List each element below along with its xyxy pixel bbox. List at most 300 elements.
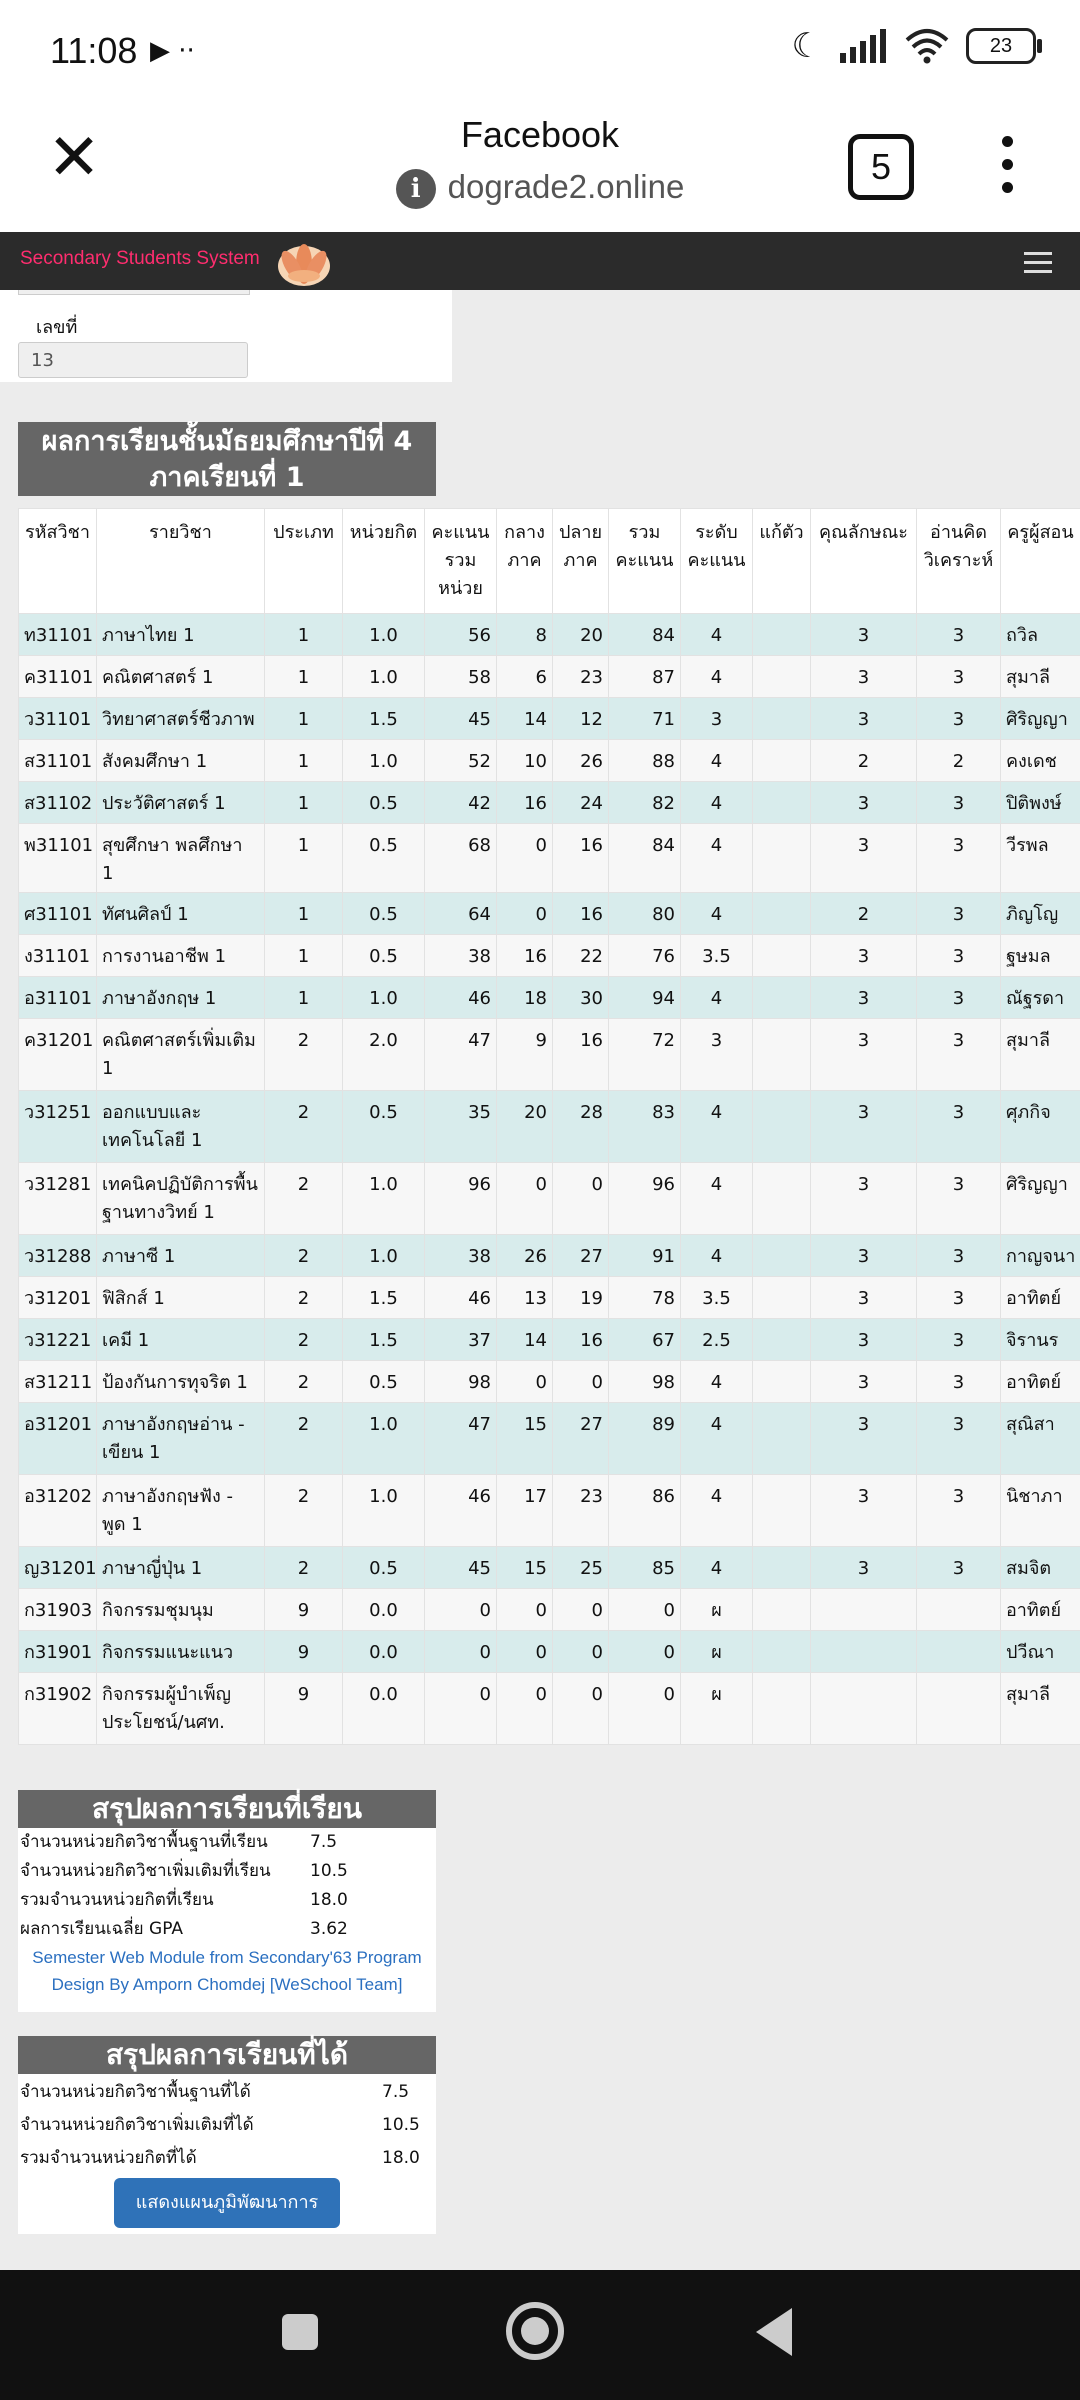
column-header: แก้ตัว: [753, 509, 811, 614]
reading-score-cell: 3: [917, 977, 1001, 1019]
attribute-score-cell: 3: [811, 782, 917, 824]
back-icon[interactable]: [756, 2308, 792, 2356]
teacher-cell: ศิริญญา: [1001, 1163, 1080, 1235]
attribute-score-cell: 3: [811, 1277, 917, 1319]
table-row: [19, 656, 1080, 698]
credits-cell: 0.5: [343, 1361, 425, 1403]
final-score-cell: 28: [553, 1091, 609, 1163]
course-type-cell: 1: [265, 698, 343, 740]
table-row: [19, 1319, 1080, 1361]
tab-count-button[interactable]: 5: [848, 134, 914, 200]
number-field[interactable]: 13: [18, 342, 248, 378]
final-score-cell: 0: [553, 1589, 609, 1631]
course-type-cell: 2: [265, 1547, 343, 1589]
attribute-score-cell: 3: [811, 977, 917, 1019]
reading-score-cell: 3: [917, 1403, 1001, 1475]
grade-cell: 4: [681, 1475, 753, 1547]
teacher-cell: อาทิตย์: [1001, 1277, 1080, 1319]
midterm-score-cell: 0: [497, 1589, 553, 1631]
retake-cell: [753, 740, 811, 782]
total-score-cell: 52: [425, 740, 497, 782]
table-row: [19, 977, 1080, 1019]
teacher-cell: สุมาลี: [1001, 1673, 1080, 1745]
course-code-cell: ว31201: [19, 1277, 97, 1319]
course-code-cell: ศ31101: [19, 893, 97, 935]
summary-label: จำนวนหน่วยกิตวิชาพื้นฐานที่เรียน: [20, 1832, 268, 1852]
retake-cell: [753, 1235, 811, 1277]
sum-score-cell: 83: [609, 1091, 681, 1163]
attribute-score-cell: 3: [811, 1235, 917, 1277]
credit-line[interactable]: Semester Web Module from Secondary'63 Program: [32, 1948, 422, 1967]
summary-value: 18.0: [310, 1890, 348, 1910]
course-code-cell: ก31902: [19, 1673, 97, 1745]
table-row: [19, 1163, 1080, 1235]
final-score-cell: 23: [553, 656, 609, 698]
total-score-cell: 0: [425, 1589, 497, 1631]
course-type-cell: 9: [265, 1631, 343, 1673]
table-row: [19, 1589, 1080, 1631]
attribute-score-cell: 2: [811, 893, 917, 935]
course-type-cell: 1: [265, 656, 343, 698]
show-progress-chart-button[interactable]: แสดงแผนภูมิพัฒนาการ: [114, 2178, 340, 2228]
column-header: ระดับคะแนน: [681, 509, 753, 614]
summary-value: 18.0: [382, 2148, 420, 2168]
retake-cell: [753, 1631, 811, 1673]
course-code-cell: ว31101: [19, 698, 97, 740]
table-row: [19, 893, 1080, 935]
summary-value: 10.5: [382, 2115, 420, 2135]
sum-score-cell: 72: [609, 1019, 681, 1091]
summary-row: [18, 2111, 436, 2140]
attribute-score-cell: [811, 1631, 917, 1673]
midterm-score-cell: 0: [497, 893, 553, 935]
status-notification-icons: ▶ ··: [150, 36, 195, 66]
total-score-cell: 96: [425, 1163, 497, 1235]
course-code-cell: อ31201: [19, 1403, 97, 1475]
retake-cell: [753, 1163, 811, 1235]
total-score-cell: 98: [425, 1361, 497, 1403]
credits-cell: 0.5: [343, 782, 425, 824]
total-score-cell: 56: [425, 614, 497, 656]
reading-score-cell: 3: [917, 698, 1001, 740]
course-name-cell: คณิตศาสตร์เพิ่มเติม 1: [97, 1019, 265, 1091]
browser-title: Facebook: [460, 114, 620, 155]
course-code-cell: ว31251: [19, 1091, 97, 1163]
sum-score-cell: 80: [609, 893, 681, 935]
total-score-cell: 0: [425, 1673, 497, 1745]
column-header: รหัสวิชา: [19, 509, 97, 614]
total-score-cell: 46: [425, 1277, 497, 1319]
midterm-score-cell: 16: [497, 782, 553, 824]
course-code-cell: ท31101: [19, 614, 97, 656]
sum-score-cell: 85: [609, 1547, 681, 1589]
column-header: รวมคะแนน: [609, 509, 681, 614]
table-row: [19, 1235, 1080, 1277]
sum-score-cell: 89: [609, 1403, 681, 1475]
course-name-cell: คณิตศาสตร์ 1: [97, 656, 265, 698]
credits-cell: 1.5: [343, 1319, 425, 1361]
summary-earned-heading: สรุปผลการเรียนที่ได้: [18, 2036, 436, 2074]
retake-cell: [753, 1319, 811, 1361]
summary-label: จำนวนหน่วยกิตวิชาเพิ่มเติมที่เรียน: [20, 1861, 271, 1881]
course-type-cell: 2: [265, 1361, 343, 1403]
retake-cell: [753, 977, 811, 1019]
reading-score-cell: 3: [917, 614, 1001, 656]
course-name-cell: ภาษาอังกฤษฟัง - พูด 1: [97, 1475, 265, 1547]
course-name-cell: ประวัติศาสตร์ 1: [97, 782, 265, 824]
sum-score-cell: 76: [609, 935, 681, 977]
credits-cell: 1.0: [343, 977, 425, 1019]
retake-cell: [753, 698, 811, 740]
course-name-cell: ป้องกันการทุจริต 1: [97, 1361, 265, 1403]
course-code-cell: ค31101: [19, 656, 97, 698]
course-code-cell: พ31101: [19, 824, 97, 893]
midterm-score-cell: 17: [497, 1475, 553, 1547]
moon-icon: ☾: [791, 26, 822, 66]
course-type-cell: 2: [265, 1091, 343, 1163]
sum-score-cell: 0: [609, 1631, 681, 1673]
attribute-score-cell: 3: [811, 614, 917, 656]
table-row: [19, 1547, 1080, 1589]
teacher-cell: ศิริญญา: [1001, 698, 1080, 740]
total-score-cell: 35: [425, 1091, 497, 1163]
course-name-cell: วิทยาศาสตร์ชีวภาพ: [97, 698, 265, 740]
retake-cell: [753, 1277, 811, 1319]
attribute-score-cell: 3: [811, 1403, 917, 1475]
reading-score-cell: 3: [917, 824, 1001, 893]
status-bar: [0, 0, 1080, 104]
sum-score-cell: 78: [609, 1277, 681, 1319]
credits-cell: 0.5: [343, 1547, 425, 1589]
teacher-cell: ฐษมล: [1001, 935, 1080, 977]
course-code-cell: ว31288: [19, 1235, 97, 1277]
status-right-icons: [792, 26, 1036, 66]
summary-row: [18, 2078, 436, 2107]
summary-value: 7.5: [310, 1832, 338, 1852]
midterm-score-cell: 14: [497, 1319, 553, 1361]
final-score-cell: 19: [553, 1277, 609, 1319]
final-score-cell: 20: [553, 614, 609, 656]
course-name-cell: ฟิสิกส์ 1: [97, 1277, 265, 1319]
final-score-cell: 16: [553, 824, 609, 893]
teacher-cell: อาทิตย์: [1001, 1361, 1080, 1403]
grade-cell: 4: [681, 740, 753, 782]
course-code-cell: ว31221: [19, 1319, 97, 1361]
grade-cell: 4: [681, 656, 753, 698]
grade-cell: 4: [681, 1547, 753, 1589]
total-score-cell: 37: [425, 1319, 497, 1361]
retake-cell: [753, 1019, 811, 1091]
course-type-cell: 2: [265, 1163, 343, 1235]
retake-cell: [753, 1091, 811, 1163]
sum-score-cell: 0: [609, 1589, 681, 1631]
attribute-score-cell: 3: [811, 656, 917, 698]
course-code-cell: อ31101: [19, 977, 97, 1019]
final-score-cell: 0: [553, 1673, 609, 1745]
course-name-cell: กิจกรรมชุมนุม: [97, 1589, 265, 1631]
final-score-cell: 27: [553, 1403, 609, 1475]
credits-cell: 0.5: [343, 824, 425, 893]
summary-studied-heading: สรุปผลการเรียนที่เรียน: [18, 1790, 436, 1828]
final-score-cell: 0: [553, 1631, 609, 1673]
course-code-cell: ง31101: [19, 935, 97, 977]
final-score-cell: 12: [553, 698, 609, 740]
total-score-cell: 46: [425, 1475, 497, 1547]
battery-icon: 23: [966, 28, 1036, 64]
course-name-cell: ออกแบบและเทคโนโลยี 1: [97, 1091, 265, 1163]
grade-cell: 4: [681, 893, 753, 935]
attribute-score-cell: 3: [811, 1091, 917, 1163]
table-row: [19, 824, 1080, 893]
sum-score-cell: 84: [609, 824, 681, 893]
credits-cell: 0.5: [343, 935, 425, 977]
reading-score-cell: 3: [917, 1475, 1001, 1547]
midterm-score-cell: 14: [497, 698, 553, 740]
course-type-cell: 1: [265, 893, 343, 935]
course-name-cell: สังคมศึกษา 1: [97, 740, 265, 782]
grade-cell: 4: [681, 1163, 753, 1235]
reading-score-cell: 3: [917, 656, 1001, 698]
table-row: [19, 935, 1080, 977]
url-text: dograde2.online: [447, 168, 685, 205]
credits-cell: 0.0: [343, 1631, 425, 1673]
teacher-cell: ถวิล: [1001, 614, 1080, 656]
retake-cell: [753, 1361, 811, 1403]
midterm-score-cell: 18: [497, 977, 553, 1019]
final-score-cell: 27: [553, 1235, 609, 1277]
attribute-score-cell: 3: [811, 1163, 917, 1235]
results-heading: ผลการเรียนชั้นมัธยมศึกษาปีที่ 4 ภาคเรียนที่ 1: [18, 422, 436, 496]
total-score-cell: 38: [425, 1235, 497, 1277]
grade-cell: 4: [681, 1091, 753, 1163]
attribute-score-cell: 3: [811, 1319, 917, 1361]
reading-score-cell: 3: [917, 782, 1001, 824]
credits-cell: 1.5: [343, 698, 425, 740]
site-navbar: [0, 232, 1080, 290]
table-row: [19, 1361, 1080, 1403]
summary-row: [18, 1828, 436, 1857]
reading-score-cell: [917, 1589, 1001, 1631]
column-header: รายวิชา: [97, 509, 265, 614]
midterm-score-cell: 0: [497, 824, 553, 893]
attribute-score-cell: 3: [811, 1361, 917, 1403]
total-score-cell: 58: [425, 656, 497, 698]
course-code-cell: ส31211: [19, 1361, 97, 1403]
midterm-score-cell: 0: [497, 1673, 553, 1745]
final-score-cell: 0: [553, 1163, 609, 1235]
course-name-cell: ภาษาไทย 1: [97, 614, 265, 656]
course-type-cell: 1: [265, 782, 343, 824]
summary-label: จำนวนหน่วยกิตวิชาพื้นฐานที่ได้: [20, 2082, 251, 2102]
total-score-cell: 47: [425, 1403, 497, 1475]
reading-score-cell: 3: [917, 1235, 1001, 1277]
attribute-score-cell: [811, 1589, 917, 1631]
url-row[interactable]: [0, 168, 1080, 209]
reading-score-cell: 3: [917, 1277, 1001, 1319]
grade-cell: 2.5: [681, 1319, 753, 1361]
midterm-score-cell: 26: [497, 1235, 553, 1277]
column-header: ครูผู้สอน: [1001, 509, 1080, 614]
final-score-cell: 25: [553, 1547, 609, 1589]
table-row: [19, 698, 1080, 740]
menu-icon[interactable]: [1024, 252, 1052, 279]
attribute-score-cell: 3: [811, 1475, 917, 1547]
course-type-cell: 2: [265, 1235, 343, 1277]
reading-score-cell: 3: [917, 1361, 1001, 1403]
browser-toolbar: [0, 104, 1080, 232]
summary-studied-panel: [18, 1828, 436, 2012]
sum-score-cell: 67: [609, 1319, 681, 1361]
teacher-cell: สุมาลี: [1001, 1019, 1080, 1091]
total-score-cell: 45: [425, 1547, 497, 1589]
reading-score-cell: 3: [917, 1319, 1001, 1361]
teacher-cell: ศุภกิจ: [1001, 1091, 1080, 1163]
credits-cell: 1.0: [343, 656, 425, 698]
sum-score-cell: 91: [609, 1235, 681, 1277]
column-header: หน่วยกิต: [343, 509, 425, 614]
grade-cell: ผ: [681, 1631, 753, 1673]
midterm-score-cell: 15: [497, 1547, 553, 1589]
midterm-score-cell: 9: [497, 1019, 553, 1091]
total-score-cell: 42: [425, 782, 497, 824]
course-type-cell: 2: [265, 1019, 343, 1091]
midterm-score-cell: 13: [497, 1277, 553, 1319]
course-type-cell: 1: [265, 977, 343, 1019]
final-score-cell: 16: [553, 1319, 609, 1361]
retake-cell: [753, 1403, 811, 1475]
course-name-cell: ทัศนศิลป์ 1: [97, 893, 265, 935]
more-options-icon[interactable]: [1002, 136, 1016, 205]
attribute-score-cell: [811, 1673, 917, 1745]
midterm-score-cell: 10: [497, 740, 553, 782]
summary-row: [18, 1915, 436, 1944]
column-header: คุณลักษณะ: [811, 509, 917, 614]
summary-row: [18, 2144, 436, 2173]
sum-score-cell: 88: [609, 740, 681, 782]
course-name-cell: กิจกรรมแนะแนว: [97, 1631, 265, 1673]
table-row: [19, 1673, 1080, 1745]
column-header: กลางภาค: [497, 509, 553, 614]
site-brand[interactable]: Secondary Students System: [20, 248, 260, 269]
total-score-cell: 45: [425, 698, 497, 740]
midterm-score-cell: 16: [497, 935, 553, 977]
retake-cell: [753, 1475, 811, 1547]
grade-cell: 3: [681, 1019, 753, 1091]
final-score-cell: 24: [553, 782, 609, 824]
teacher-cell: ปิติพงษ์: [1001, 782, 1080, 824]
retake-cell: [753, 824, 811, 893]
attribute-score-cell: 2: [811, 740, 917, 782]
status-time: 11:08: [50, 30, 138, 71]
reading-score-cell: 3: [917, 1163, 1001, 1235]
course-type-cell: 9: [265, 1589, 343, 1631]
course-code-cell: ว31281: [19, 1163, 97, 1235]
student-form: [0, 290, 452, 382]
course-code-cell: ญ31201: [19, 1547, 97, 1589]
reading-score-cell: [917, 1631, 1001, 1673]
sum-score-cell: 94: [609, 977, 681, 1019]
recent-apps-icon[interactable]: [282, 2314, 318, 2350]
summary-row: [18, 1886, 436, 1915]
table-row: [19, 1019, 1080, 1091]
grade-cell: ผ: [681, 1673, 753, 1745]
midterm-score-cell: 20: [497, 1091, 553, 1163]
final-score-cell: 26: [553, 740, 609, 782]
close-icon[interactable]: ✕: [47, 121, 101, 195]
grades-table: [18, 508, 1080, 1745]
teacher-cell: จิรานร: [1001, 1319, 1080, 1361]
sum-score-cell: 96: [609, 1163, 681, 1235]
credits-cell: 0.0: [343, 1589, 425, 1631]
reading-score-cell: 2: [917, 740, 1001, 782]
course-name-cell: ภาษาญี่ปุ่น 1: [97, 1547, 265, 1589]
retake-cell: [753, 1673, 811, 1745]
column-header: ปลายภาค: [553, 509, 609, 614]
retake-cell: [753, 656, 811, 698]
course-code-cell: ค31201: [19, 1019, 97, 1091]
final-score-cell: 16: [553, 1019, 609, 1091]
column-header: ประเภท: [265, 509, 343, 614]
total-score-cell: 46: [425, 977, 497, 1019]
total-score-cell: 38: [425, 935, 497, 977]
credits-cell: 2.0: [343, 1019, 425, 1091]
credit-line[interactable]: Design By Amporn Chomdej [WeSchool Team]: [51, 1975, 403, 1994]
attribute-score-cell: 3: [811, 1547, 917, 1589]
credits-cell: 1.0: [343, 614, 425, 656]
midterm-score-cell: 0: [497, 1361, 553, 1403]
course-type-cell: 2: [265, 1475, 343, 1547]
credits-cell: 1.0: [343, 740, 425, 782]
sum-score-cell: 84: [609, 614, 681, 656]
info-icon[interactable]: i: [396, 169, 436, 209]
lotus-logo-icon: [272, 232, 336, 290]
teacher-cell: สมจิต: [1001, 1547, 1080, 1589]
signal-icon: [838, 29, 888, 63]
grade-cell: 4: [681, 977, 753, 1019]
reading-score-cell: 3: [917, 1091, 1001, 1163]
course-name-cell: เทคนิคปฏิบัติการพื้นฐานทางวิทย์ 1: [97, 1163, 265, 1235]
credits-cell: 1.0: [343, 1403, 425, 1475]
sum-score-cell: 71: [609, 698, 681, 740]
summary-label: รวมจำนวนหน่วยกิตที่ได้: [20, 2148, 197, 2168]
grade-cell: 4: [681, 1403, 753, 1475]
table-header-row: [19, 509, 1080, 614]
reading-score-cell: 3: [917, 935, 1001, 977]
total-score-cell: 64: [425, 893, 497, 935]
course-type-cell: 9: [265, 1673, 343, 1745]
teacher-cell: กาญจนา: [1001, 1235, 1080, 1277]
sum-score-cell: 87: [609, 656, 681, 698]
midterm-score-cell: 6: [497, 656, 553, 698]
credits-cell: 1.0: [343, 1163, 425, 1235]
grade-cell: ผ: [681, 1589, 753, 1631]
midterm-score-cell: 0: [497, 1163, 553, 1235]
grade-cell: 4: [681, 1361, 753, 1403]
home-icon[interactable]: [506, 2302, 564, 2360]
final-score-cell: 30: [553, 977, 609, 1019]
course-name-cell: ภาษาซี 1: [97, 1235, 265, 1277]
course-type-cell: 1: [265, 824, 343, 893]
credits-cell: 0.5: [343, 893, 425, 935]
midterm-score-cell: 8: [497, 614, 553, 656]
retake-cell: [753, 1589, 811, 1631]
column-header: อ่านคิดวิเคราะห์: [917, 509, 1001, 614]
final-score-cell: 16: [553, 893, 609, 935]
midterm-score-cell: 0: [497, 1631, 553, 1673]
sum-score-cell: 0: [609, 1673, 681, 1745]
total-score-cell: 68: [425, 824, 497, 893]
retake-cell: [753, 1547, 811, 1589]
